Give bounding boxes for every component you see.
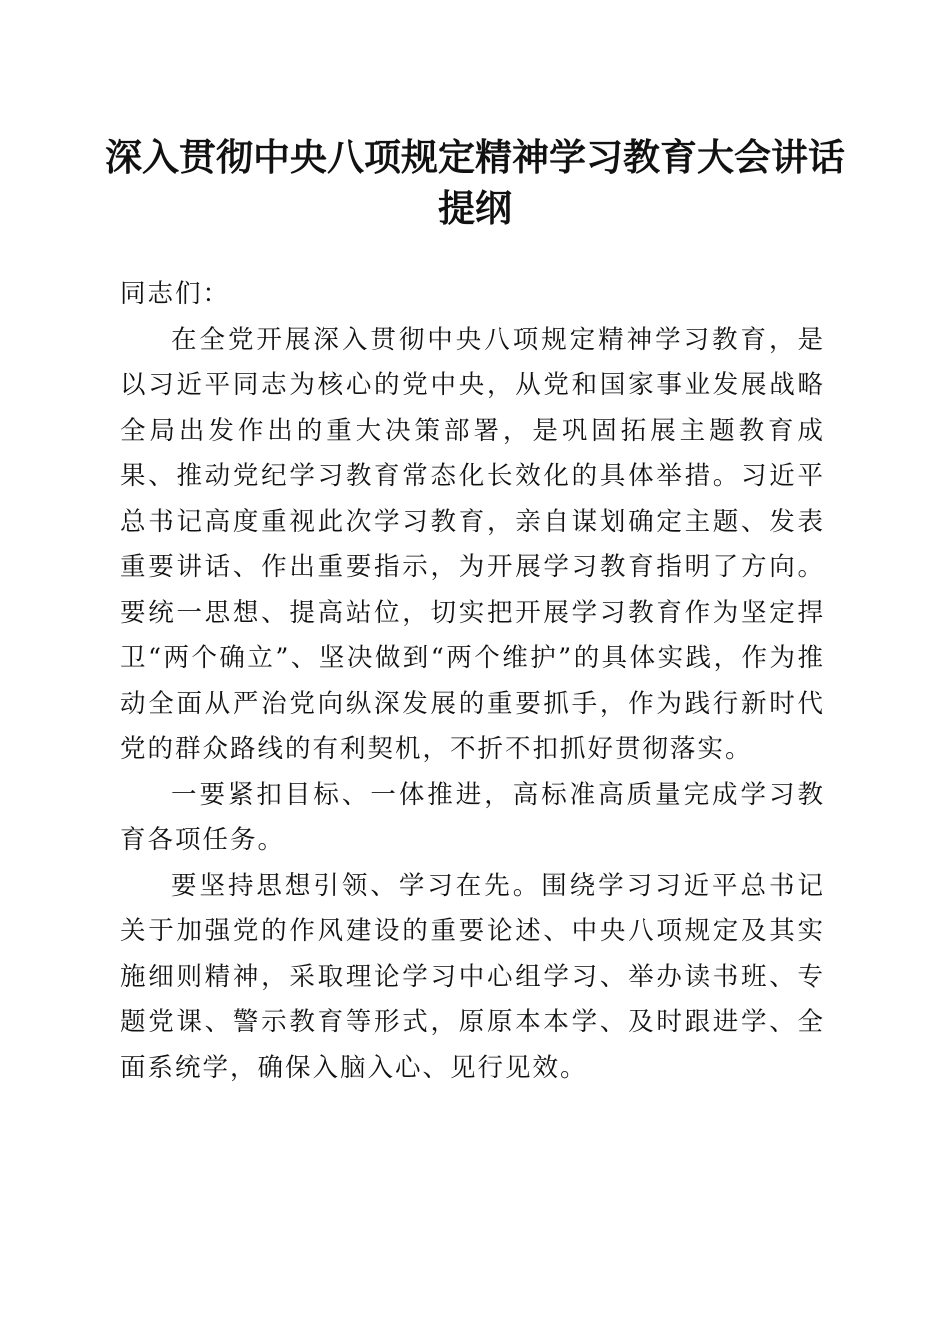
paragraph-intro: 在全党开展深入贯彻中央八项规定精神学习教育，是以习近平同志为核心的党中央，从党和国家事业发展战略全局出发作出的重大决策部署，是巩固拓展主题教育成果、推动党纪学习教育常态化长效化的具体举措。习近平总书记高度重视此次学习教育，亲自谋划确定主题、发表重要讲话、作出重要指示，为开展学习教育指明了方向。要统一思想、提高站位，切实把开展学习教育作为坚定捍卫“两个确立”、坚决做到“两个维护”的具体实践，作为推动全面从严治党向纵深发展的重要抓手，作为践行新时代党的群众路线的有利契机，不折不扣抓好贯彻落实。 [120, 324, 825, 764]
salutation: 同志们： [120, 279, 231, 309]
title-line-2: 提纲 [438, 186, 512, 230]
document-title [100, 132, 850, 234]
paragraph-thought-leading: 要坚持思想引领、学习在先。围绕学习习近平总书记关于加强党的作风建设的重要论述、中央八项规定及其实施细则精神，采取理论学习中心组学习、举办读书班、专题党课、警示教育等形式，原原本本学、及时跟进学、全面系统学，确保入脑入心、见行见效。 [120, 870, 825, 1083]
title-line-1: 深入贯彻中央八项规定精神学习教育大会讲话 [105, 135, 845, 179]
paragraph-point-one: 一要紧扣目标、一体推进，高标准高质量完成学习教育各项任务。 [120, 779, 825, 855]
document-body [120, 272, 825, 1091]
